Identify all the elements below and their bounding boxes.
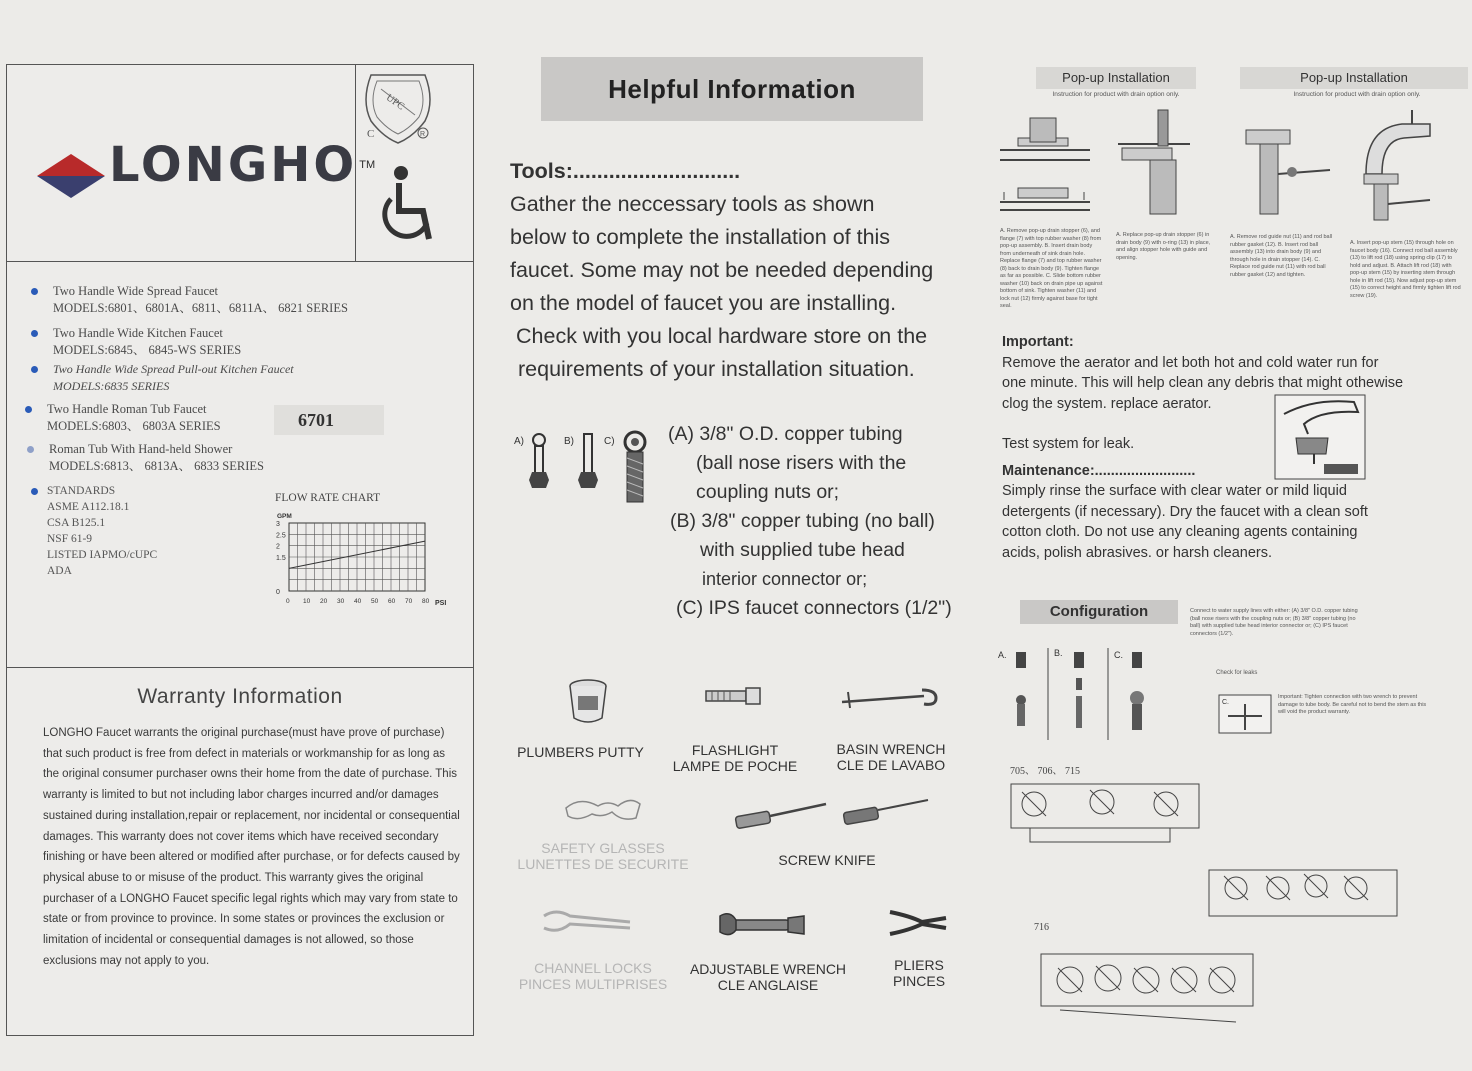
important-section <box>1002 332 1462 563</box>
product-models: MODELS:6803、 6803A SERIES <box>47 419 221 433</box>
warranty-body: LONGHO Faucet warrants the original purchase(must have prove of purchase) that such product is free from defect in materials or workmanship for as long as the original consumer purchaser owns their home from the date of purchase. This warranty is limited to but not including labor charges incurred and/or damages sustained during installation,repair or replacement, nor incidental or consequential damages. This warranty does not cover items which have received secondary finishing or have been altered or modified after purchase, or for defects caused by physical abuse to or misuse of the product. This warranty gives the original purchaser of a LONGHO Faucet specific legal rights which may vary from state to state or from province to province. In some states or provinces the exclusion or limitation of incidental or consequential damages is not allowed, so those exclusions may not apply to you. <box>43 727 460 967</box>
x-tick-label: 20 <box>320 598 328 605</box>
standards-list <box>31 483 157 579</box>
flashlight-icon <box>704 686 762 706</box>
tubing-letter-b: B) <box>564 436 574 447</box>
diamond-logo-icon <box>37 154 105 176</box>
config-letter-c: C. <box>1114 650 1123 660</box>
bullet-icon <box>31 288 38 295</box>
popup-installation-subtitle: Instruction for product with drain option only. <box>1052 91 1180 98</box>
important-line: clog the system. replace aerator. <box>1002 395 1212 412</box>
product-item <box>31 283 348 317</box>
popup-installation-title: Pop-up Installation <box>1240 67 1468 89</box>
tool-label: CHANNEL LOCKS <box>534 960 652 976</box>
trademark: TM <box>359 159 376 171</box>
product-models: MODELS:6813、 6813A、 6833 SERIES <box>49 459 264 473</box>
product-list <box>7 263 473 668</box>
tool-pliers <box>880 957 958 989</box>
chart-ylabel: GPM <box>277 513 292 520</box>
tool-label-fr: CLE DE LAVABO <box>836 757 946 773</box>
tool-label-fr: PINCES <box>892 973 946 989</box>
product-item <box>31 325 241 359</box>
cert-c-mark: C <box>367 128 375 140</box>
tubing-line: (A) 3/8" O.D. copper tubing <box>668 423 903 445</box>
tool-label: BASIN WRENCH <box>836 741 946 757</box>
tubing-letter-a: A) <box>514 436 524 447</box>
warranty-title: Warranty Information <box>137 685 343 708</box>
product-title: Two Handle Wide Spread Pull-out Kitchen Faucet <box>53 362 294 376</box>
tools-line: Gather the neccessary tools as shown <box>510 192 875 216</box>
pliers-icon <box>886 906 950 940</box>
popup-step-2: A. Replace pop-up drain stopper (6) in drain body (9) with o-ring (13) in place, and align stopper hole with guide and opening. <box>1116 232 1211 261</box>
upc-shield-icon <box>363 71 463 261</box>
cert-r-mark: R <box>420 131 426 138</box>
standard-item: CSA B125.1 <box>47 517 106 529</box>
plumbers-putty-icon <box>566 676 610 726</box>
aerator-faucet-icon <box>1274 394 1366 480</box>
configuration-title: Configuration <box>1020 600 1178 624</box>
x-tick-label: 70 <box>405 598 413 605</box>
x-tick-label: 60 <box>388 598 396 605</box>
widespread-layout-diagram <box>1010 778 1200 850</box>
tools-intro <box>510 155 960 386</box>
roman-tub-layout-diagram <box>1208 864 1398 926</box>
config-c-detail <box>1218 694 1272 734</box>
standard-item: ASME A112.18.1 <box>47 501 130 513</box>
product-title: Two Handle Wide Spread Faucet <box>53 284 219 298</box>
bullet-icon <box>25 406 32 413</box>
product-info-panel <box>6 64 474 1036</box>
important-line: one minute. This will help clean any debris that might othewise <box>1002 375 1404 391</box>
popup-step-3: A. Remove rod guide nut (11) and rod ball rubber gasket (12). B. Insert rod ball assembly (13) into drain body (9) and through hole in drain stopper (14). C. Replace rod guide nut (11) with rod ball rubber gasket (12) and tighten. <box>1230 234 1333 278</box>
product-item <box>27 441 264 475</box>
tubing-line: interior connector or; <box>702 569 868 589</box>
tubing-line: (ball nose risers with the <box>696 452 907 474</box>
models-label-a: 705、 706、 715 <box>1010 766 1080 777</box>
popup-steps-diagram <box>990 104 1468 224</box>
important-line: Remove the aerator and let both hot and cold water run for <box>1002 354 1379 371</box>
bullet-icon <box>31 366 38 373</box>
warranty-section <box>7 667 473 1035</box>
tubing-line: coupling nuts or; <box>696 481 840 503</box>
product-models: MODELS:6845、 6845-WS SERIES <box>53 343 242 357</box>
screwdriver-icon <box>732 796 932 832</box>
popup-installation-title: Pop-up Installation <box>1036 67 1196 89</box>
y-tick-label: 2 <box>276 543 280 551</box>
models-label-b: 716 <box>1034 922 1049 933</box>
chart-xlabel: PSI <box>435 600 447 607</box>
tool-plumbers-putty <box>508 744 653 760</box>
flow-rate-chart <box>275 491 460 616</box>
maintenance-line: detergents (if necessary). Dry the faucet with a clean soft <box>1002 503 1368 520</box>
popup-step-1: A. Remove pop-up drain stopper (6), and flange (7) with top rubber washer (8) from pop-up assembly. B. Insert drain body from underneath of sink drain hole. Replace flange (7) and top rubber washer (8) back to drain body (9). Tighten flange as far as possible. C. Slide bottom rubber washer (10) back on drain pipe up against bottom of sink. Tighten washer (11) and lock nut (12) firmly against base for tight seal. <box>1000 228 1103 309</box>
tool-basin-wrench <box>828 741 954 773</box>
product-title: Two Handle Wide Kitchen Faucet <box>53 326 223 340</box>
config-important-note: Important: Tighten connection with two wrench to prevent damage to tube body. Be careful not to bend the stem as this will void the product warranty. <box>1278 694 1427 715</box>
tubing-options <box>668 420 952 623</box>
tubing-types-diagram <box>512 428 657 508</box>
standard-item: NSF 61-9 <box>47 533 93 545</box>
tool-label: PLIERS <box>894 957 944 973</box>
tool-screw-knife <box>766 852 888 868</box>
tool-label: FLASHLIGHT <box>691 742 779 758</box>
bullet-icon <box>27 446 34 453</box>
configuration-diagram <box>996 644 1156 744</box>
logo-box <box>7 65 376 262</box>
standard-item: LISTED IAPMO/cUPC <box>47 549 158 561</box>
tool-label: ADJUSTABLE WRENCH <box>689 961 847 977</box>
y-tick-label: 0 <box>276 589 280 596</box>
config-note: Connect to water supply lines with either: (A) 3/8" O.D. copper tubing (ball nose risers with the coupling nuts or; (B) 3/8" copper tubing (no ball) with supplied tube head interior connector or; (C) IPS faucet connectors (1/2"). <box>1190 608 1358 637</box>
tubing-letter-c: C) <box>604 436 615 447</box>
product-models: MODELS:6835 SERIES <box>53 379 170 393</box>
standards-title: STANDARDS <box>47 485 116 497</box>
config-c-letter: C. <box>1222 699 1229 706</box>
maintenance-line: cotton cloth. Do not use any cleaning agents containing <box>1002 524 1358 540</box>
tools-line: faucet. Some may not be needed depending <box>510 258 934 282</box>
important-heading: Important: <box>1002 334 1074 350</box>
adjustable-wrench-icon <box>718 910 808 938</box>
helpful-information-title: Helpful Information <box>541 57 923 121</box>
config-letter-b: B. <box>1054 648 1063 658</box>
config-check: Check for leaks <box>1216 670 1258 676</box>
tools-heading: Tools:............................ <box>510 159 741 183</box>
tubing-line: (C) IPS faucet connectors (1/2") <box>676 597 952 619</box>
x-tick-label: 50 <box>371 598 379 605</box>
certification-box <box>355 65 473 262</box>
tool-label: SCREW KNIFE <box>778 852 876 868</box>
brand-name: LONGHO <box>109 137 358 193</box>
product-models: MODELS:6801、6801A、6811、6811A、 6821 SERIES <box>53 301 348 315</box>
bullet-icon <box>31 330 38 337</box>
maintenance-line: Simply rinse the surface with clear water or mild liquid <box>1002 483 1347 499</box>
x-tick-label: 0 <box>286 598 290 605</box>
tool-label: PLUMBERS PUTTY <box>517 744 644 760</box>
upc-text: UPC <box>383 92 407 113</box>
x-tick-label: 10 <box>303 598 311 605</box>
tool-label-fr: PINCES MULTIPRISES <box>518 976 668 992</box>
tools-line: below to complete the installation of this <box>510 225 891 249</box>
popup-installation-subtitle: Instruction for product with drain option only. <box>1293 91 1421 98</box>
tubing-line: (B) 3/8" copper tubing (no ball) <box>670 510 935 532</box>
standard-item: ADA <box>47 565 72 577</box>
basin-wrench-icon <box>838 684 940 712</box>
maintenance-line: acids, polish abrasives. or harsh cleaners. <box>1002 544 1272 561</box>
product-item <box>31 361 294 395</box>
brand-logo <box>37 137 375 193</box>
tools-line: requirements of your installation situation. <box>518 357 915 381</box>
y-tick-label: 3 <box>276 521 280 528</box>
maintenance-heading: Maintenance:......................... <box>1002 462 1196 479</box>
popup-step-4: A. Insert pop-up stem (15) through hole on faucet body (16). Connect rod ball assembly (13) to lift rod (18) using spring clip (17) to hold and adjust. B. Attach lift rod (18) with pop-up stem (15) by inserting stem through hole in lift rod (15). Now adjust pop-up stem (15) to correct height and firmly tighten lift rod screw (19). <box>1350 240 1461 299</box>
product-title: Two Handle Roman Tub Faucet <box>47 402 207 416</box>
config-letter-a: A. <box>998 650 1007 660</box>
tools-line: Check with you local hardware store on the <box>516 324 928 348</box>
tool-label-fr: LUNETTES DE SECURITE <box>517 856 689 872</box>
tool-label-fr: CLE ANGLAISE <box>717 977 819 993</box>
channel-locks-icon <box>540 906 636 938</box>
tool-label-fr: LAMPE DE POCHE <box>672 758 798 774</box>
tubing-line: with supplied tube head <box>700 539 905 561</box>
chart-title: FLOW RATE CHART <box>275 492 381 504</box>
safety-glasses-icon <box>560 792 646 824</box>
y-tick-label: 2.5 <box>276 532 286 540</box>
tool-adjustable-wrench <box>680 961 856 993</box>
tool-flashlight <box>664 742 806 774</box>
model-number: 6701 <box>274 405 384 435</box>
bullet-icon <box>31 488 38 495</box>
five-hole-layout-diagram <box>1040 950 1254 1034</box>
tool-safety-glasses <box>505 840 701 872</box>
x-tick-label: 40 <box>354 598 362 605</box>
tool-channel-locks <box>508 960 678 992</box>
product-title: Roman Tub With Hand-held Shower <box>49 442 233 456</box>
flow-chart-svg <box>275 491 460 611</box>
x-tick-label: 30 <box>337 598 345 605</box>
y-tick-label: 1.5 <box>276 555 286 562</box>
test-leak: Test system for leak. <box>1002 436 1135 452</box>
tool-label: SAFETY GLASSES <box>541 840 665 856</box>
tools-line: on the model of faucet you are installing. <box>510 291 897 315</box>
product-item <box>25 401 221 435</box>
x-tick-label: 80 <box>422 598 430 605</box>
